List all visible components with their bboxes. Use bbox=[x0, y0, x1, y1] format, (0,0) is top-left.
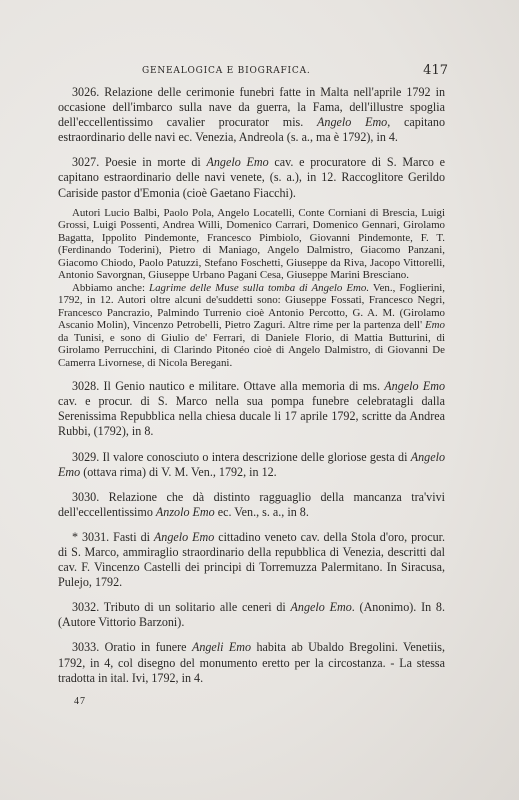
entry-3028: 3028. Il Genio nautico e militare. Ottave alla memoria di ms. Angelo Emo cav. e procur. di S. Marco nella sua pompa funebre celebratagli dalla Serenissima Repubblica nella chiesa ducale li 17 aprile 1792, scritte da Andrea Rubbi, (1792), in 8. bbox=[58, 379, 445, 439]
entry-3030: 3030. Relazione che dà distinto ragguaglio della mancanza tra'vivi dell'eccellentissimo Anzolo Emo ec. Ven., s. a., in 8. bbox=[58, 489, 445, 519]
page-number: 417 bbox=[423, 63, 448, 78]
note-lagrime: Abbiamo anche: Lagrime delle Muse sulla tomba di Angelo Emo. Ven., Foglierini, 1792, in 12. Autori oltre alcuni de'suddetti sono: Giuseppe Fossati, Francesco Negri, Francesco Pancrazio, Palmindo Turrenio cioè Antonio Percotto, G. A. M. (Girolamo Ascanio Molin), Vincenzo Petrobelli, Pietro Zaguri. Altre rime per la partenza dell' Emo da Tunisi, e sono di Giulio de' Ferrari, di Daniele Florio, di Mattia Butturini, di Girolamo Perrucchini, di Clarindo Pitonéo cioè di Angelo Dalmistro, di Giovanni De Camerra Livornese, di Nicola Beregani. bbox=[58, 281, 446, 369]
running-title: GENEALOGICA E BIOGRAFICA. bbox=[142, 66, 311, 76]
page-header bbox=[60, 63, 448, 80]
note-authors: Autori Lucio Balbi, Paolo Pola, Angelo Locatelli, Conte Corniani di Brescia, Luigi Grossi, Luigi Possenti, Andrea Willi, Domenico Carrari, Domenico Gennari, Girolamo Bagatta, Ippolito Pindemonte, Francesco Pimbiolo, Giovanni Pindemonte, F. T. (Ferdinando Toderini), Pietro di Maniago, Angelo Dalmistro, Giacomo Panzani, Giacomo Chiodo, Paolo Patuzzi, Stefano Foschetti, Giuseppe da Riva, Jacopo Vittorelli, Antonio Savorgnan, Giuseppe Urbano Pagani Cesa, Giuseppe Marini Bresciano. bbox=[58, 206, 445, 282]
entry-3031: * 3031. Fasti di Angelo Emo cittadino veneto cav. della Stola d'oro, procur. di S. Marco, ammiraglio straordinario della repubblica di Venezia, descritti dal cav. F. Vincenzo Castelli dei principi di Torremuzza Palermitano. In Siracusa, Pulejo, 1792. bbox=[58, 529, 445, 590]
page-body bbox=[58, 85, 445, 696]
entry-3032: 3032. Tributo di un solitario alle ceneri di Angelo Emo. (Anonimo). In 8. (Autore Vittorio Barzoni). bbox=[58, 600, 445, 630]
entry-3029: 3029. Il valore conosciuto o intera descrizione delle gloriose gesta di Angelo Emo (ottava rima) di V. M. Ven., 1792, in 12. bbox=[58, 449, 445, 479]
entry-3027: 3027. Poesie in morte di Angelo Emo cav. e procuratore di S. Marco e capitano estraordinario delle navi venete, (s. a.), in 12. Raccoglitore Gerildo Cariside pastor d'Emonia (cioè Gaetano Fiacchi). bbox=[58, 155, 446, 200]
signature-mark: 47 bbox=[74, 696, 86, 707]
entry-3026: 3026. Relazione delle cerimonie funebri fatte in Malta nell'aprile 1792 in occasione dell'imbarco sulla nave da guerra, la Fama, dell'illustre spoglia dell'eccellentissimo cavalier procurator mis. Angelo Emo, capitano estraordinario delle navi ec. Venezia, Andreola (s. a., ma è 1792), in 4. bbox=[58, 85, 445, 145]
entry-3033: 3033. Oratio in funere Angeli Emo habita ab Ubaldo Bregolini. Venetiis, 1792, in 4, col disegno del monumento eretto per la circostanza. - La stessa tradotta in ital. Ivi, 1792, in 4. bbox=[58, 640, 446, 685]
